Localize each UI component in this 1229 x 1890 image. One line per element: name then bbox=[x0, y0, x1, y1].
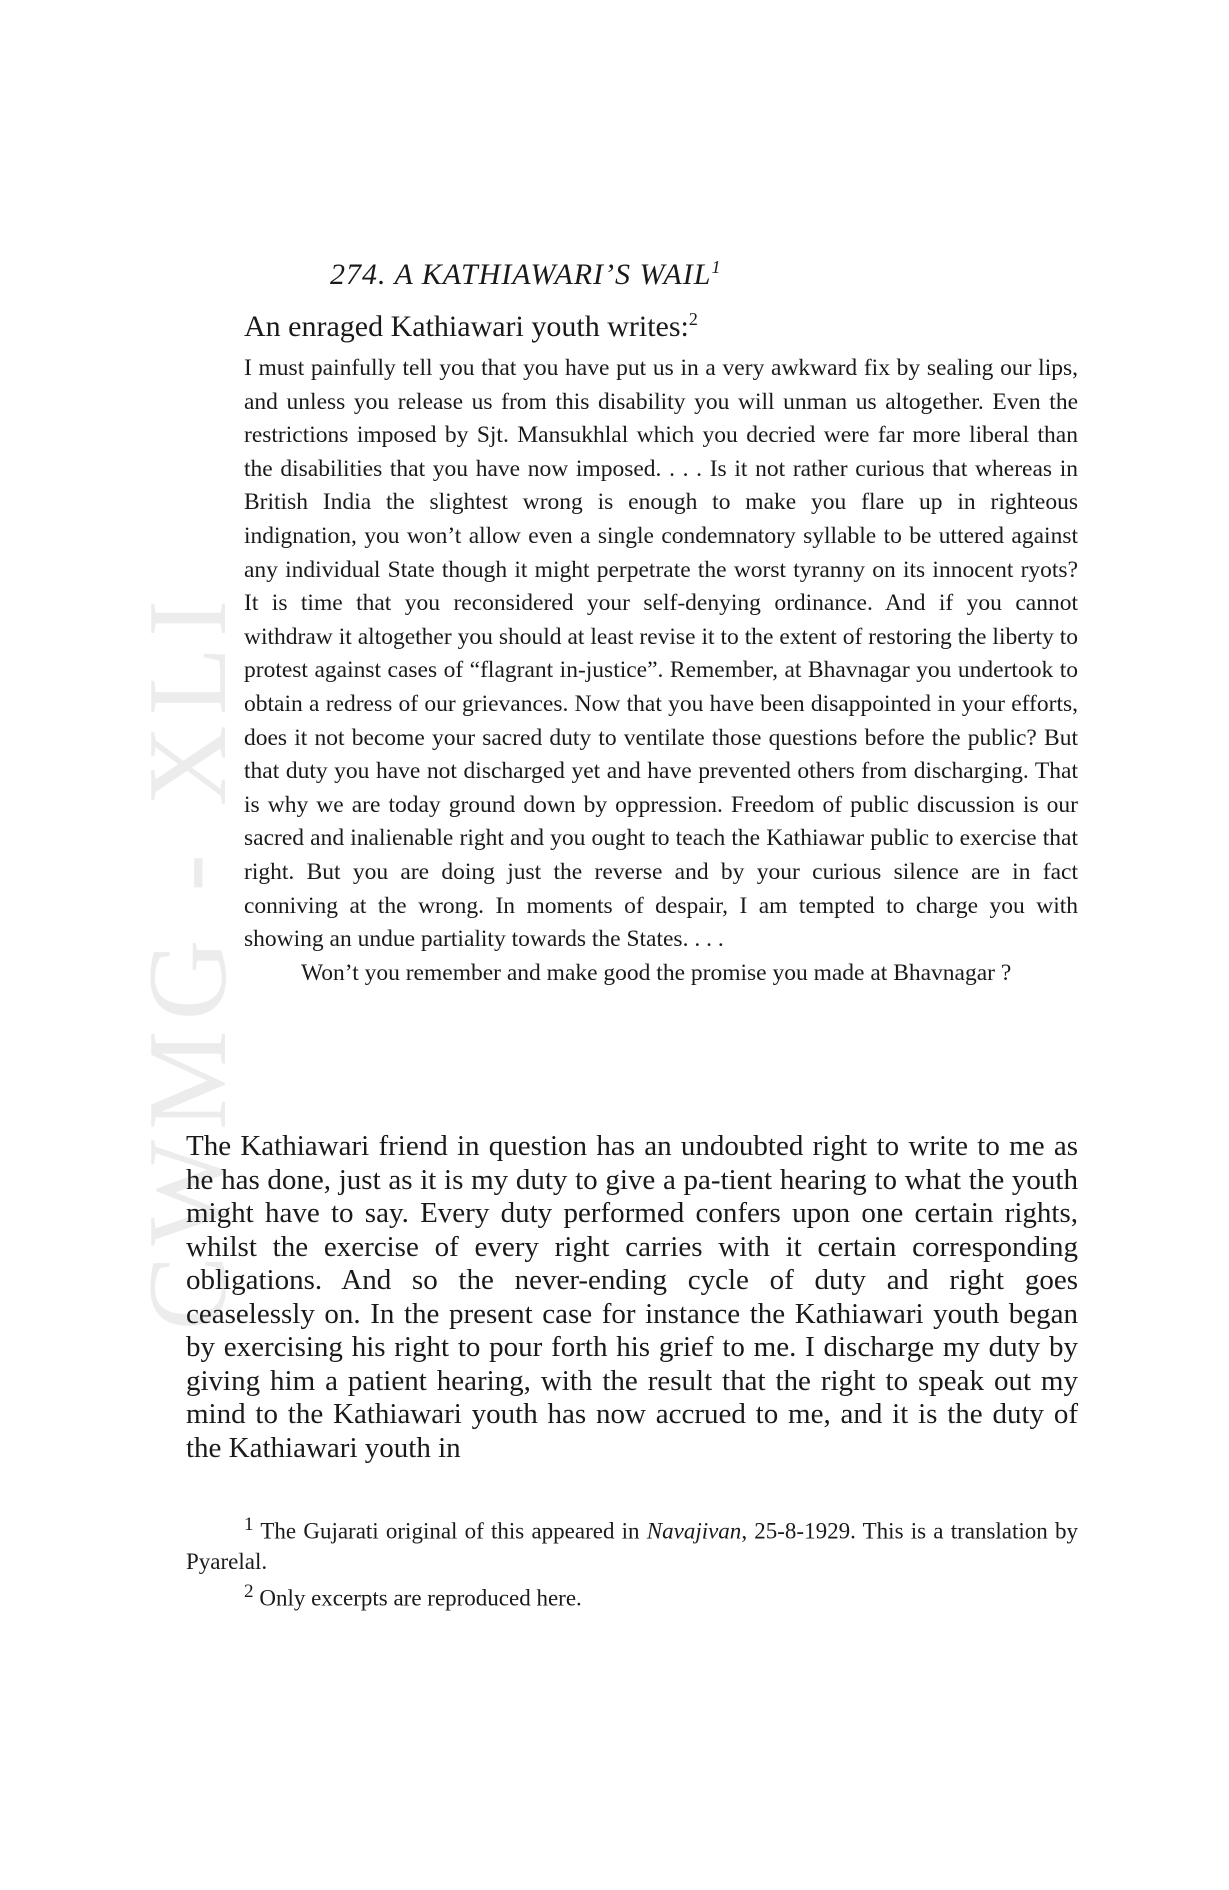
quote-paragraph: I must painfully tell you that you have put us in a very awkward fix by sealing our lips, and unless you release us from this disability you will unman us altogether. Even the restrictions imposed by Sjt. Mansukhlal which you decried were far more liberal than the disabilities that you have now imposed. . . . Is it not rather curious that whereas in British India the slightest wrong is enough to make you flare up in righteous indignation, you won’t allow even a single condemnatory syllable to be uttered against any individual State though it might perpetrate the worst tyranny on its innocent ryots? It is time that you reconsidered your self-denying ordinance. And if you cannot withdraw it altogether you should at least revise it to the extent of restoring the liberty to protest against cases of “flagrant in-justice”. Remember, at Bhavnagar you undertook to obtain a redress of our grievances. Now that you have been disappointed in your efforts, does it not become your sacred duty to ventilate those questions before the public? But that duty you have not discharged yet and have prevented others from discharging. That is why we are today ground down by oppression. Freedom of public discussion is our sacred and inalienable right and you ought to teach the Kathiawar public to exercise that right. But you are doing just the reverse and by your curious silence are in fact conniving at the wrong. In moments of despair, I am tempted to charge you with showing an undue partiality towards the States. . . . bbox=[244, 355, 1078, 953]
footnote-2 bbox=[186, 1577, 1078, 1614]
footnote-1-text: The Gujarati original of this appeared in bbox=[253, 1518, 647, 1544]
footnote-1 bbox=[186, 1510, 1078, 1577]
intro-text: An enraged Kathiawari youth writes: bbox=[244, 310, 689, 343]
footnote-2-text: Only excerpts are reproduced here. bbox=[253, 1585, 582, 1611]
quote-paragraph: Won’t you remember and make good the promise you made at Bhavnagar ? bbox=[301, 959, 1012, 986]
intro-footnote-mark: 2 bbox=[688, 309, 698, 329]
title-footnote-mark: 1 bbox=[711, 257, 722, 277]
footnote-1-source: Navajivan bbox=[646, 1518, 742, 1544]
article-title bbox=[330, 258, 890, 292]
intro-line bbox=[244, 310, 698, 344]
footnote-1-text-end: , 25-8-1929. This is a translation by Pyarelal. bbox=[186, 1518, 1078, 1574]
watermark-text: CWMG - XLI bbox=[126, 589, 250, 1331]
letter-quote bbox=[244, 352, 1078, 990]
footnote-2-mark: 2 bbox=[244, 1580, 254, 1602]
footnotes bbox=[186, 1510, 1078, 1613]
reply-paragraph: The Kathiawari friend in question has an undoubted right to write to me as he has done, just as it is my duty to give a pa-tient hearing to what the youth might have to say. Every duty performed confers upon one certain rights, whilst the exercise of every right carries with it certain corresponding obligations. And so the never-ending cycle of duty and right goes ceaselessly on. In the present case for instance the Kathiawari youth began by exercising his right to pour forth his grief to me. I discharge my duty by giving him a patient hearing, with the result that the right to speak out my mind to the Kathiawari youth has now accrued to me, and it is the duty of the Kathiawari youth in bbox=[186, 1130, 1078, 1464]
footnote-1-mark: 1 bbox=[244, 1514, 254, 1535]
article-title-text: 274. A KATHIAWARI’S WAIL bbox=[330, 258, 712, 291]
